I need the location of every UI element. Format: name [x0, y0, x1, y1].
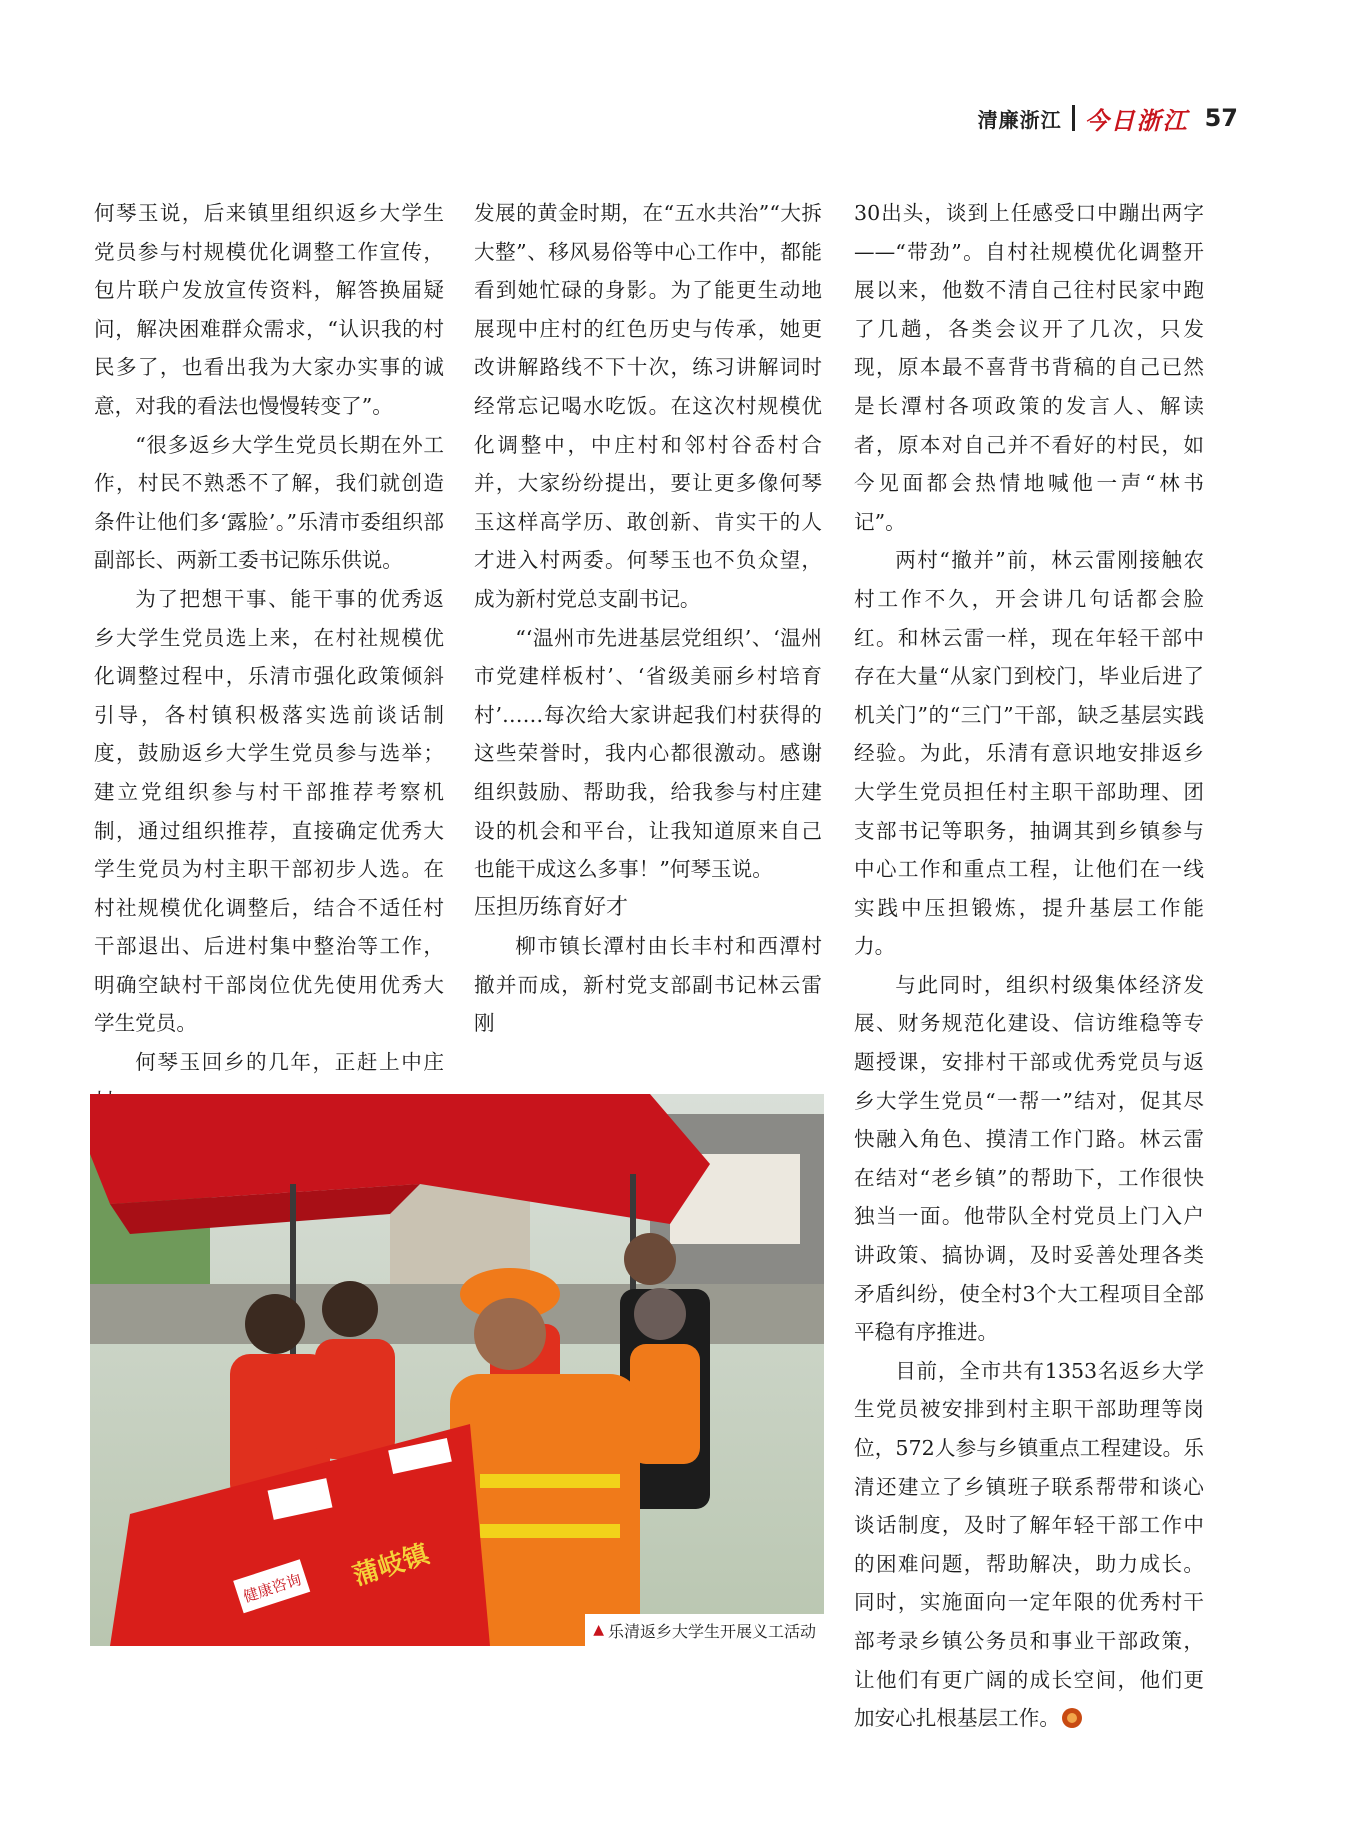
paragraph: 30出头，谈到上任感受口中蹦出两字——“带劲”。自村社规模优化调整开展以来，他数不清自己往村民家中跑了几趟，各类会议开了几次，只发现，原本最不喜背书背稿的自己已然是长潭村各项政策的发言人、解读者，原本对自己并不看好的村民，如今见面都会热情地喊他一声“林书记”。 — [854, 201, 1204, 534]
health-sign-text: 健康咨询 — [241, 1570, 304, 1607]
caption-triangle-icon: ▲ — [593, 1622, 604, 1638]
page-header — [978, 98, 1238, 138]
brand-logo: 今日浙江 — [1084, 105, 1189, 135]
paragraph — [854, 1352, 1204, 1738]
article-column-1 — [94, 194, 444, 1120]
paragraph: 发展的黄金时期，在“五水共治”“大拆大整”、移风易俗等中心工作中，都能看到她忙碌的身影。为了能更生动地展现中庄村的红色历史与传承，她更改讲解路线不下十次，练习讲解词时经常忘记喝水吃饭。在这次村规模优化调整中，中庄村和邻村谷岙村合并，大家纷纷提出，要让更多像何琴玉这样高学历、敢创新、肯实干的人才进入村两委。何琴玉也不负众望，成为新村党总支副书记。 — [474, 201, 822, 611]
article-column-2 — [474, 194, 822, 1043]
page-number: 57 — [1204, 104, 1238, 132]
article-column-3 — [854, 194, 1204, 1738]
photo-caption — [585, 1614, 824, 1646]
caption-text: 乐清返乡大学生开展义工活动 — [607, 1621, 816, 1641]
paragraph: 为了把想干事、能干事的优秀返乡大学生党员选上来，在村社规模优化调整过程中，乐清市强化政策倾斜引导，各村镇积极落实选前谈话制度，鼓励返乡大学生党员参与选举；建立党组织参与村干部推荐考察机制，通过组织推荐，直接确定优秀大学生党员为村主职干部初步人选。在村社规模优化调整后，结合不适任村干部退出、后进村集中整治等工作，明确空缺村干部岗位优先使用优秀大学生党员。 — [94, 586, 444, 1036]
header-divider — [1072, 105, 1075, 131]
end-mark-icon — [1062, 1708, 1082, 1728]
photo-illustration — [90, 1094, 824, 1646]
paragraph: “很多返乡大学生党员长期在外工作，村民不熟悉不了解，我们就创造条件让他们多‘露脸’。”乐清市委组织部副部长、两新工委书记陈乐供说。 — [94, 432, 444, 573]
paragraph: 何琴玉回乡的几年，正赶上中庄 — [135, 1050, 444, 1075]
paragraph: 何琴玉说，后来镇里组织返乡大学生党员参与村规模优化调整工作宣传，包片联户发放宣传资料，解答换届疑问，解决困难群众需求，“认识我的村民多了，也看出我为大家办实事的诚意，对我的看法也慢慢转变了”。 — [94, 201, 444, 418]
article-photo — [90, 1094, 824, 1646]
section-label: 清廉浙江 — [977, 107, 1062, 132]
banner-text: 蒲岐镇 — [349, 1539, 433, 1592]
paragraph: “‘温州市先进基层党组织’、‘温州市党建样板村’、‘省级美丽乡村培育村’……每次给大家讲起我们村获得的这些荣誉时，我内心都很激动。感谢组织鼓励、帮助我，给我参与村庄建设的机会和平台，让我知道原来自己也能干成这么多事！”何琴玉说。 — [474, 625, 822, 882]
paragraph: 两村“撤并”前，林云雷刚接触农村工作不久，开会讲几句话都会脸红。和林云雷一样，现在年轻干部中存在大量“从家门到校门，毕业后进了机关门”的“三门”干部，缺乏基层实践经验。为此，乐清有意识地安排返乡大学生党员担任村主职干部助理、团支部书记等职务，抽调其到乡镇参与中心工作和重点工程，让他们在一线实践中压担锻炼，提升基层工作能力。 — [854, 548, 1204, 959]
subheading: 压担历练育好才 — [474, 894, 629, 920]
paragraph: 柳市镇长潭村由长丰村和西潭村撤并而成，新村党支部副书记林云雷刚 — [474, 934, 822, 1036]
paragraph: 与此同时，组织村级集体经济发展、财务规范化建设、信访维稳等专题授课，安排村干部或优秀党员与返乡大学生党员“一帮一”结对，促其尽快融入角色、摸清工作门路。林云雷在结对“老乡镇”的帮助下，工作很快独当一面。他带队全村党员上门入户讲政策、搞协调，及时妥善处理各类矛盾纠纷，使全村3个大工程项目全部平稳有序推进。 — [854, 972, 1204, 1345]
paragraph-text: 目前，全市共有1353名返乡大学生党员被安排到村主职干部助理等岗位，572人参与乡镇重点工程建设。乐清还建立了乡镇班子联系帮带和谈心谈话制度，及时了解年轻干部工作中的困难问题，帮助解决，助力成长。同时，实施面向一定年限的优秀村干部考录乡镇公务员和事业干部政策，让他们有更广阔的成长空间，他们更加安心扎根基层工作。 — [854, 1358, 1204, 1731]
